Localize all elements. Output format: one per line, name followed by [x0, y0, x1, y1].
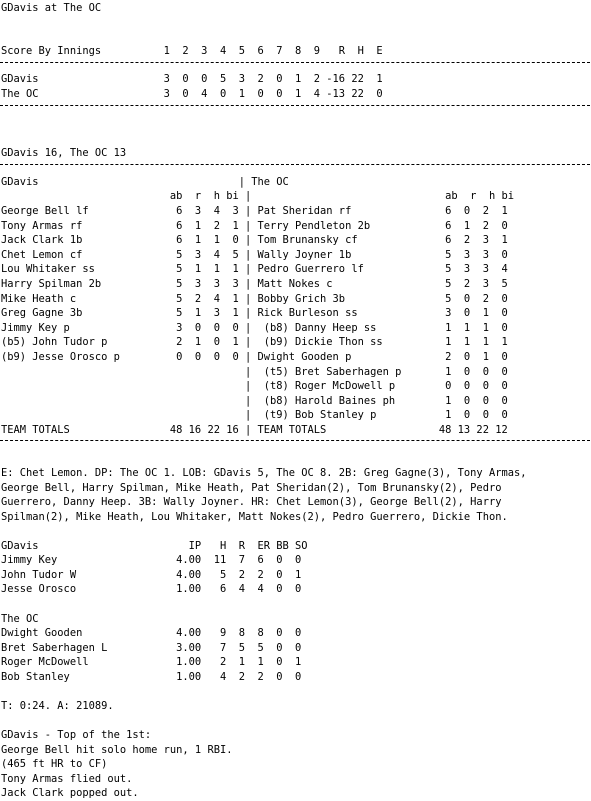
pitching-row: Roger McDowell 1.00 2 1 1 0 1	[1, 656, 302, 669]
batting-row: Chet Lemon cf 5 3 4 5 | Wally Joyner 1b 5 3 3 0	[1, 248, 508, 261]
divider	[0, 105, 590, 106]
batting-row: (b9) Jesse Orosco p 0 0 0 0 | Dwight Gooden p 2 0 1 0	[1, 351, 508, 363]
pitching-row: John Tudor W 4.00 5 2 2 0 1	[1, 568, 302, 581]
divider	[0, 164, 590, 165]
batting-row: Jimmy Key p 3 0 0 0 | (b8) Danny Heep ss 1 1 1 0	[1, 321, 508, 334]
divider	[0, 440, 590, 441]
batting-row: Greg Gagne 3b 5 1 3 1 | Rick Burleson ss 3 0 1 0	[1, 307, 508, 320]
batting-row: Jack Clark 1b 6 1 1 0 | Tom Brunansky cf 6 2 3 1	[1, 234, 508, 247]
batting-row: | (t8) Roger McDowell p 0 0 0 0	[1, 380, 508, 393]
play-line: GDavis - Top of the 1st:	[1, 729, 152, 741]
batting-row: Lou Whitaker ss 5 1 1 1 | Pedro Guerrero lf 5 3 3 4	[1, 263, 508, 276]
play-line: Jack Clark popped out.	[1, 787, 139, 800]
pitching-row: Bret Saberhagen L 3.00 7 5 5 0 0	[1, 641, 302, 654]
play-line: Tony Armas flied out.	[1, 772, 133, 785]
play-line: George Bell hit solo home run, 1 RBI.	[1, 743, 233, 756]
team-totals: TEAM TOTALS 48 16 22 16 | TEAM TOTALS 48 13 22 12	[1, 424, 508, 436]
game-title: GDavis at The OC	[1, 2, 102, 14]
note-line: George Bell, Harry Spilman, Mike Heath, Pat Sheridan(2), Tom Brunansky(2), Pedro	[1, 481, 502, 494]
note-line: Guerrero, Danny Heep. 3B: Wally Joyner. HR: Chet Lemon(3), George Bell(2), Harry	[1, 496, 502, 509]
note-line: Spilman(2), Mike Heath, Lou Whitaker, Matt Nokes(2), Pedro Guerrero, Dickie Thon.	[1, 510, 508, 523]
batting-row: Tony Armas rf 6 1 2 1 | Terry Pendleton 2b 6 1 2 0	[1, 219, 508, 232]
batting-row: | (t5) Bret Saberhagen p 1 0 0 0	[1, 365, 508, 378]
batting-row: Mike Heath c 5 2 4 1 | Bobby Grich 3b 5 0 2 0	[1, 292, 508, 305]
pitching-home-header: The OC	[1, 613, 39, 625]
play-line: (465 ft HR to CF)	[1, 758, 108, 771]
batting-row: (b5) John Tudor p 2 1 0 1 | (b9) Dickie Thon ss 1 1 1 1	[1, 336, 508, 349]
batting-columns-header: ab r h bi | ab r h bi	[1, 190, 514, 202]
batting-row: George Bell lf 6 3 4 3 | Pat Sheridan rf 6 0 2 1	[1, 205, 508, 217]
linescore-away: GDavis 3 0 0 5 3 2 0 1 2 -16 22 1	[1, 73, 383, 85]
batting-row: | (b8) Harold Baines ph 1 0 0 0	[1, 394, 508, 407]
batting-team-header: GDavis | The OC	[1, 176, 289, 188]
note-line: E: Chet Lemon. DP: The OC 1. LOB: GDavis 5, The OC 8. 2B: Greg Gagne(3), Tony Armas,	[1, 467, 527, 479]
pitching-row: Jesse Orosco 1.00 6 4 4 0 0	[1, 583, 302, 596]
batting-row: | (t9) Bob Stanley p 1 0 0 0	[1, 409, 508, 422]
pitching-row: Dwight Gooden 4.00 9 8 8 0 0	[1, 627, 302, 639]
final-score: GDavis 16, The OC 13	[1, 147, 127, 159]
linescore-home: The OC 3 0 4 0 1 0 0 1 4 -13 22 0	[1, 88, 383, 100]
linescore-header: Score By Innings 1 2 3 4 5 6 7 8 9 R H E	[1, 45, 383, 57]
divider	[0, 62, 590, 63]
pitching-row: Bob Stanley 1.00 4 2 2 0 0	[1, 670, 302, 683]
pitching-away-header: GDavis IP H R ER BB SO	[1, 540, 308, 552]
pitching-row: Jimmy Key 4.00 11 7 6 0 0	[1, 554, 302, 566]
game-info: T: 0:24. A: 21089.	[1, 700, 114, 712]
batting-row: Harry Spilman 2b 5 3 3 3 | Matt Nokes c 5 2 3 5	[1, 278, 508, 290]
